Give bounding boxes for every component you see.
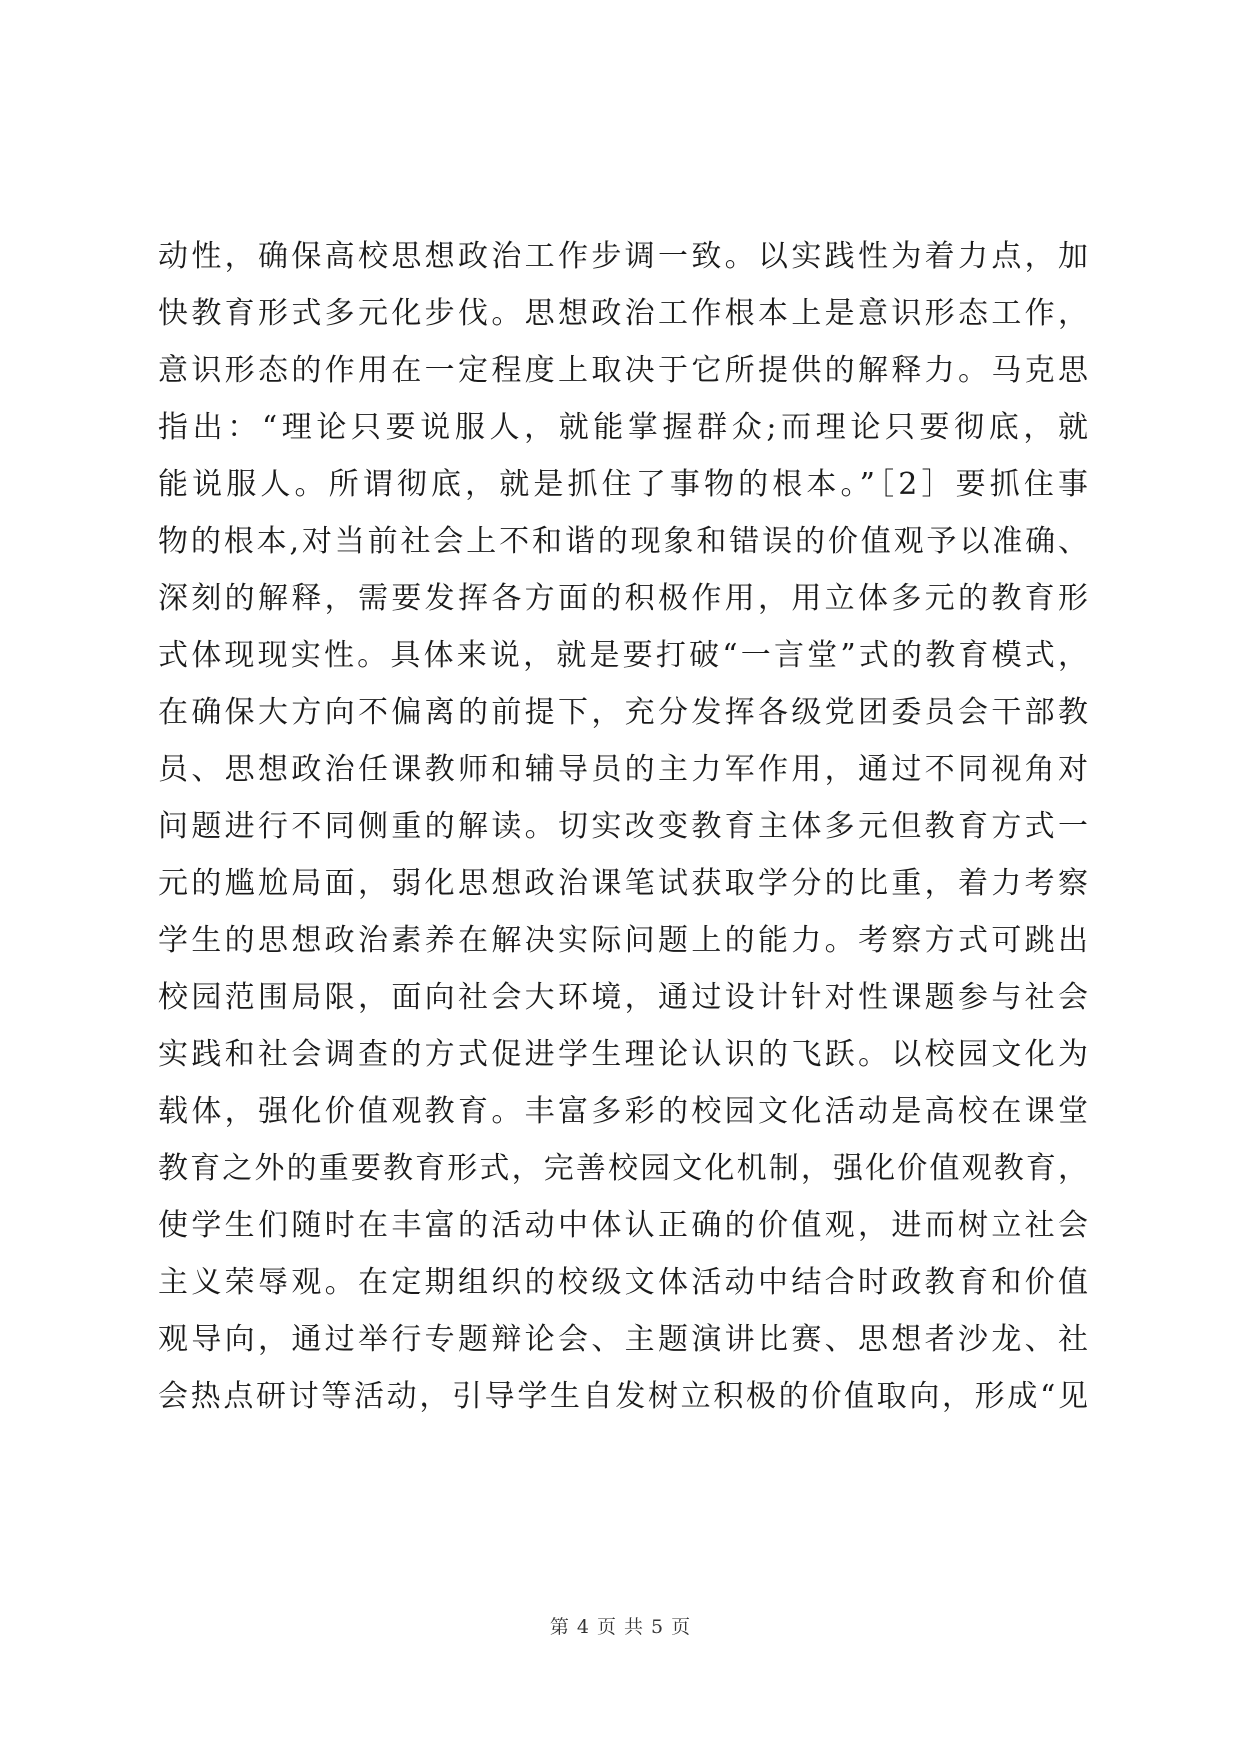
body-text <box>158 228 1088 1425</box>
text-line: 元的尴尬局面，弱化思想政治课笔试获取学分的比重，着力考察 <box>158 866 1088 901</box>
text-line: 主义荣辱观。在定期组织的校级文体活动中结合时政教育和价值 <box>158 1265 1088 1300</box>
text-line: 动性，确保高校思想政治工作步调一致。以实践性为着力点，加 <box>158 239 1088 274</box>
text-line: 会热点研讨等活动，引导学生自发树立积极的价值取向，形成“见 <box>158 1379 1088 1414</box>
page-footer: 第 4 页 共 5 页 <box>549 1616 692 1638</box>
text-line: 在确保大方向不偏离的前提下，充分发挥各级党团委员会干部教 <box>158 695 1088 730</box>
text-line: 员、思想政治任课教师和辅导员的主力军作用，通过不同视角对 <box>158 752 1088 787</box>
text-line: 指出：“理论只要说服人，就能掌握群众;而理论只要彻底，就 <box>158 410 1088 445</box>
text-line: 学生的思想政治素养在解决实际问题上的能力。考察方式可跳出 <box>158 923 1088 958</box>
text-line: 教育之外的重要教育形式，完善校园文化机制，强化价值观教育， <box>158 1151 1088 1186</box>
text-line: 校园范围局限，面向社会大环境，通过设计针对性课题参与社会 <box>158 980 1088 1015</box>
text-line: 载体，强化价值观教育。丰富多彩的校园文化活动是高校在课堂 <box>158 1094 1088 1129</box>
text-line: 使学生们随时在丰富的活动中体认正确的价值观，进而树立社会 <box>158 1208 1088 1243</box>
text-line: 实践和社会调查的方式促进学生理论认识的飞跃。以校园文化为 <box>158 1037 1088 1072</box>
text-line: 能说服人。所谓彻底，就是抓住了事物的根本。”［2］要抓住事 <box>158 467 1088 502</box>
text-line: 问题进行不同侧重的解读。切实改变教育主体多元但教育方式一 <box>158 809 1088 844</box>
text-line: 深刻的解释，需要发挥各方面的积极作用，用立体多元的教育形 <box>158 581 1088 616</box>
text-line: 快教育形式多元化步伐。思想政治工作根本上是意识形态工作， <box>158 296 1088 331</box>
text-line: 观导向，通过举行专题辩论会、主题演讲比赛、思想者沙龙、社 <box>158 1322 1088 1357</box>
text-line: 式体现现实性。具体来说，就是要打破“一言堂”式的教育模式， <box>158 638 1088 673</box>
text-line: 物的根本,对当前社会上不和谐的现象和错误的价值观予以准确、 <box>158 524 1088 559</box>
text-line: 意识形态的作用在一定程度上取决于它所提供的解释力。马克思 <box>158 353 1088 388</box>
